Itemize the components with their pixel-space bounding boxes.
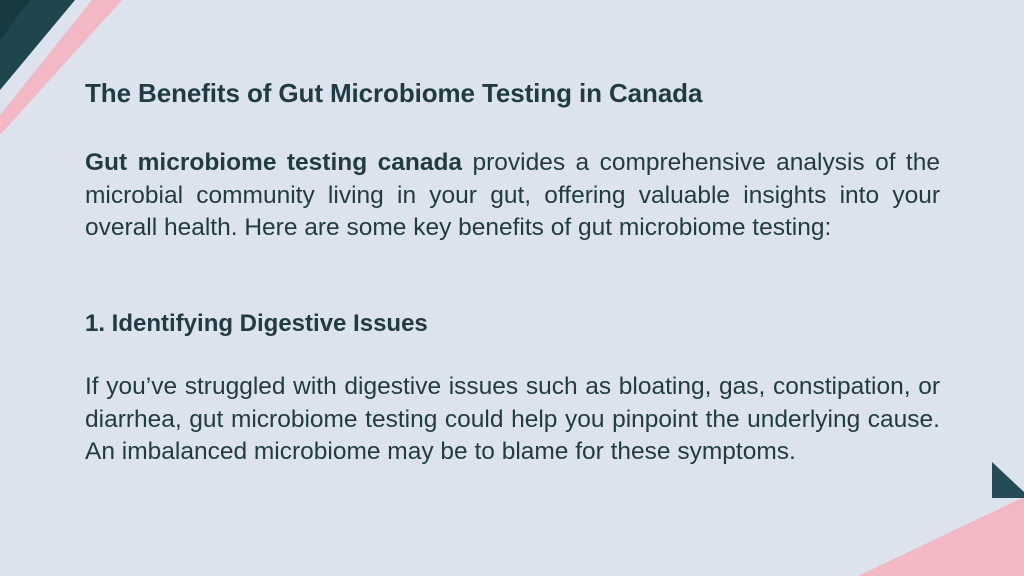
intro-bold-lead: Gut microbiome testing canada [85,149,463,176]
bottom-right-pink-triangle [858,497,1024,576]
bottom-right-dark-triangle [992,462,1024,498]
top-left-decoration [0,0,122,135]
section-paragraph: If you’ve struggled with digestive issues such as bloating, gas, constipation, or diarrhea, gut microbiome testing could help you pinpoint the underlying cause. An imbalanced microbiome may be to blame for these symptoms. [85,373,940,465]
section-heading: 1. Identifying Digestive Issues [85,310,428,337]
intro-paragraph [85,147,940,245]
intro-text: provides a comprehensive analysis of the microbial community living in your gut, offering valuable insights into your overall health. Here are some key benefits of gut microbiome testing: [85,149,940,241]
slide-title: The Benefits of Gut Microbiome Testing in Canada [85,78,703,108]
bottom-right-decoration [858,462,1024,576]
